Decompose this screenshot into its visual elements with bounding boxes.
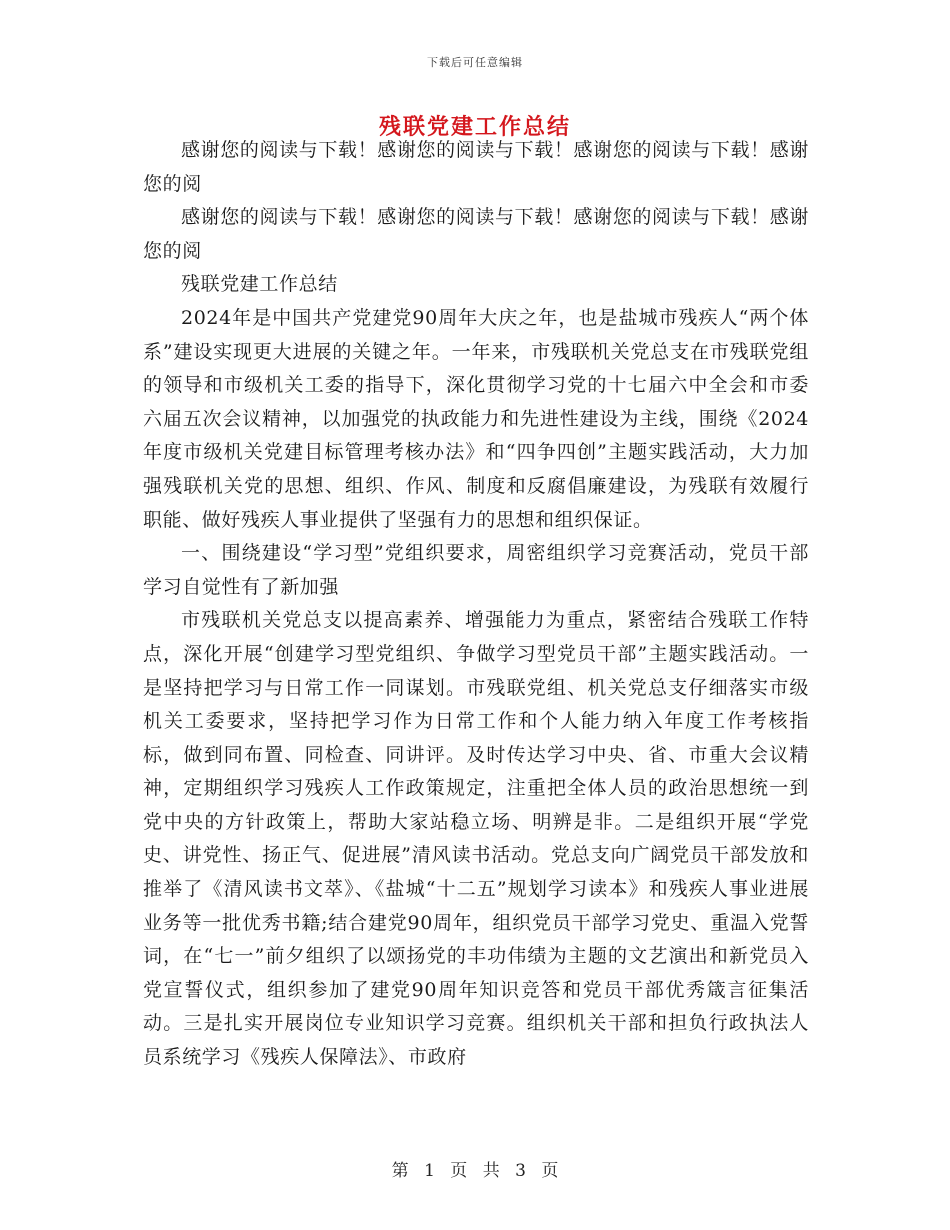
page-total-label: 共 xyxy=(482,1161,500,1181)
page-end: 页 xyxy=(541,1161,559,1181)
page-total: 3 xyxy=(515,1161,526,1181)
page-mid: 页 xyxy=(450,1161,468,1181)
paragraph: 2024年是中国共产党建党90周年大庆之年，也是盐城市残疾人“两个体系”建设实现更大进展的关键之年。一年来，市残联机关党总支在市残联党组的领导和市级机关工委的指导下，深化贯彻学习党的十七届六中全会和市委六届五次会议精神，以加强党的执政能力和先进性建设为主线，围绕《2024年度市级机关党建目标管理考核办法》和“四争四创”主题实践活动，大力加强残联机关党的思想、组织、作风、制度和反腐倡廉建设，为残联有效履行职能、做好残疾人事业提供了坚强有力的思想和组织保证。 xyxy=(143,306,809,531)
page-label: 第 xyxy=(391,1161,409,1181)
paragraph: 市残联机关党总支以提高素养、增强能力为重点，紧密结合残联工作特点，深化开展“创建学习型党组织、争做学习型党员干部”主题实践活动。一是坚持把学习与日常工作一同谋划。市残联党组、机关党总支仔细落实市级机关工委要求，坚持把学习作为日常工作和个人能力纳入年度工作考核指标，做到同布置、同检查、同讲评。及时传达学习中央、省、市重大会议精神，定期组织学习残疾人工作政策规定，注重把全体人员的政治思想统一到党中央的方针政策上，帮助大家站稳立场、明辨是非。二是组织开展“学党史、讲党性、扬正气、促进展”清风读书活动。党总支向广阔党员干部发放和推举了《清风读书文萃》、《盐城“十二五”规划学习读本》和残疾人事业进展业务等一批优秀书籍;结合建党90周年，组织党员干部学习党史、重温入党誓词，在“七一”前夕组织了以颂扬党的丰功伟绩为主题的文艺演出和新党员入党宣誓仪式，组织参加了建党90周年知识竞答和党员干部优秀箴言征集活动。三是扎实开展岗位专业知识学习竞赛。组织机关干部和担负行政执法人员系统学习《残疾人保障法》、市政府 xyxy=(143,609,809,1069)
document-title: 残联党建工作总结 xyxy=(378,114,571,140)
page-current: 1 xyxy=(424,1161,435,1181)
header-note: 下载后可任意编辑 xyxy=(427,56,523,69)
document-body xyxy=(143,134,809,1075)
paragraph: 感谢您的阅读与下载！感谢您的阅读与下载！感谢您的阅读与下载！感谢您的阅 xyxy=(143,206,809,262)
paragraph: 残联党建工作总结 xyxy=(181,273,338,296)
page-footer xyxy=(0,1156,950,1181)
paragraph: 感谢您的阅读与下载！感谢您的阅读与下载！感谢您的阅读与下载！感谢您的阅 xyxy=(143,139,809,195)
section-heading: 一、围绕建设“学习型”党组织要求，周密组织学习竞赛活动，党员干部学习自觉性有了新加强 xyxy=(143,542,809,598)
